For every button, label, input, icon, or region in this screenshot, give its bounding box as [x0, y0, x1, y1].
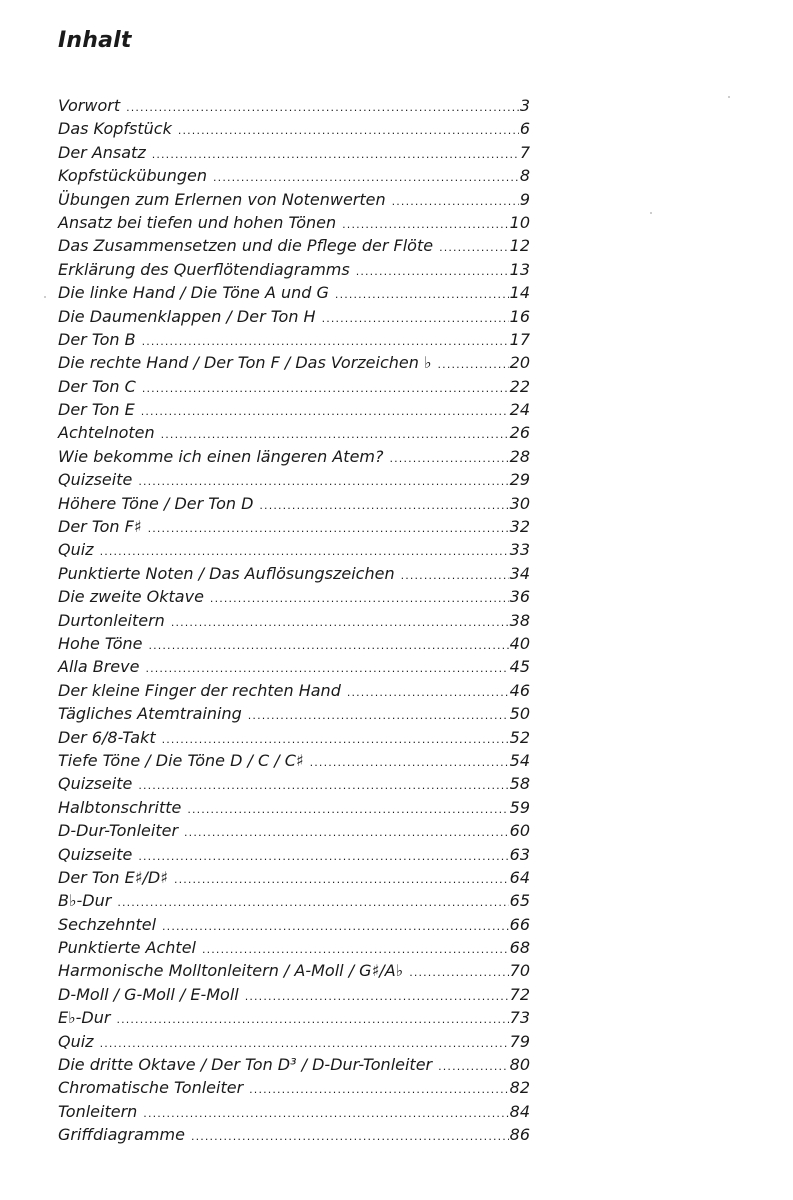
dot-leader: [161, 423, 509, 446]
toc-entry-page-number: 73: [509, 1008, 530, 1028]
dot-leader: [392, 190, 519, 213]
toc-entry: [58, 281, 530, 304]
toc-entry-title: Tiefe Töne / Die Töne D / C / C♯: [58, 750, 304, 770]
scan-speck: [728, 96, 730, 98]
table-of-contents: [58, 94, 530, 1147]
scan-speck: [650, 212, 652, 214]
toc-entry-title: Der kleine Finger der rechten Hand: [58, 680, 341, 700]
toc-entry: [58, 258, 530, 281]
toc-entry-page-number: 60: [509, 821, 530, 841]
toc-entry-page-number: 72: [509, 984, 530, 1004]
toc-entry-page-number: 6: [519, 119, 530, 139]
toc-entry-page-number: 36: [509, 587, 530, 607]
dot-leader: [245, 985, 509, 1008]
toc-entry-page-number: 52: [509, 727, 530, 747]
dot-leader: [310, 751, 509, 774]
toc-entry: [58, 188, 530, 211]
toc-entry-page-number: 38: [509, 610, 530, 630]
toc-entry-title: Ansatz bei tiefen und hohen Tönen: [58, 212, 337, 232]
toc-entry-title: Harmonische Molltonleitern / A-Moll / G♯/A♭: [58, 961, 404, 981]
toc-entry-title: Der Ton B: [58, 329, 136, 349]
toc-entry-page-number: 50: [509, 704, 530, 724]
toc-entry-page-number: 64: [509, 867, 530, 887]
dot-leader: [439, 236, 509, 259]
toc-entry-title: Der Ton C: [58, 376, 136, 396]
toc-entry-page-number: 65: [509, 891, 530, 911]
toc-entry-page-number: 34: [509, 563, 530, 583]
toc-entry: [58, 959, 530, 982]
dot-leader: [116, 1008, 508, 1031]
toc-entry: [58, 375, 530, 398]
toc-entry-page-number: 58: [509, 774, 530, 794]
toc-entry-page-number: 45: [509, 657, 530, 677]
toc-entry-title: Die Daumenklappen / Der Ton H: [58, 306, 316, 326]
toc-entry-page-number: 7: [519, 142, 530, 162]
dot-leader: [141, 400, 509, 423]
toc-entry-title: Quiz: [58, 1031, 94, 1051]
toc-entry: [58, 421, 530, 444]
dot-leader: [142, 377, 509, 400]
dot-leader: [138, 845, 508, 868]
toc-entry-title: Quizseite: [58, 774, 133, 794]
toc-entry-title: Halbtonschritte: [58, 797, 182, 817]
toc-entry-page-number: 13: [509, 259, 530, 279]
toc-entry: [58, 866, 530, 889]
toc-entry-page-number: 84: [509, 1101, 530, 1121]
toc-entry-title: Vorwort: [58, 96, 121, 115]
toc-entry: [58, 164, 530, 187]
dot-leader: [187, 798, 508, 821]
dot-leader: [248, 704, 509, 727]
toc-entry-page-number: 86: [509, 1125, 530, 1145]
toc-entry-page-number: 26: [509, 423, 530, 443]
toc-entry-title: D-Dur-Tonleiter: [58, 821, 179, 841]
dot-leader: [148, 517, 509, 540]
toc-entry: [58, 305, 530, 328]
toc-entry-title: Quiz: [58, 540, 94, 560]
toc-entry: [58, 843, 530, 866]
dot-leader: [356, 260, 509, 283]
dot-leader: [100, 540, 509, 563]
toc-entry-page-number: 80: [509, 1055, 530, 1075]
dot-leader: [401, 564, 509, 587]
toc-entry: [58, 468, 530, 491]
toc-entry-title: Hohe Töne: [58, 633, 143, 653]
toc-entry: [58, 1076, 530, 1099]
dot-leader: [138, 774, 508, 797]
toc-entry-page-number: 33: [509, 540, 530, 560]
toc-entry-page-number: 82: [509, 1078, 530, 1098]
toc-entry: [58, 1053, 530, 1076]
toc-entry-page-number: 54: [509, 750, 530, 770]
dot-leader: [145, 657, 508, 680]
toc-entry-title: Die dritte Oktave / Der Ton D³ / D-Dur-Tonleiter: [58, 1055, 433, 1075]
toc-entry: [58, 562, 530, 585]
dot-leader: [249, 1078, 508, 1101]
dot-leader: [174, 868, 509, 891]
toc-entry-page-number: 66: [509, 914, 530, 934]
toc-entry-page-number: 32: [509, 517, 530, 537]
dot-leader: [322, 307, 509, 330]
toc-entry-title: Die linke Hand / Die Töne A und G: [58, 283, 329, 303]
toc-entry-title: Höhere Töne / Der Ton D: [58, 493, 254, 513]
toc-entry: [58, 211, 530, 234]
toc-entry-page-number: 3: [519, 96, 530, 115]
toc-entry-title: Wie bekomme ich einen längeren Atem?: [58, 446, 384, 466]
toc-entry: [58, 889, 530, 912]
dot-leader: [259, 494, 508, 517]
dot-leader: [178, 119, 519, 142]
toc-entry-title: Alla Breve: [58, 657, 140, 677]
toc-entry-title: Kopfstückübungen: [58, 166, 208, 186]
toc-entry-title: Der Ton E♯/D♯: [58, 867, 168, 887]
toc-entry: [58, 351, 530, 374]
toc-entry-page-number: 46: [509, 680, 530, 700]
toc-entry-title: Tonleitern: [58, 1101, 138, 1121]
toc-entry: [58, 94, 530, 117]
dot-leader: [184, 821, 509, 844]
toc-entry-page-number: 40: [509, 633, 530, 653]
toc-entry-page-number: 70: [509, 961, 530, 981]
toc-entry-title: Übungen zum Erlernen von Notenwerten: [58, 189, 386, 209]
dot-leader: [142, 330, 509, 353]
toc-entry: [58, 445, 530, 468]
dot-leader: [162, 915, 509, 938]
toc-entry-title: Punktierte Achtel: [58, 938, 196, 958]
toc-entry-title: Quizseite: [58, 844, 133, 864]
toc-entry-title: Das Zusammensetzen und die Pflege der Flöte: [58, 236, 434, 256]
toc-entry: [58, 796, 530, 819]
dot-leader: [409, 961, 508, 984]
toc-entry-title: Der Ansatz: [58, 142, 146, 162]
toc-entry-page-number: 68: [509, 938, 530, 958]
toc-entry-page-number: 8: [519, 166, 530, 186]
toc-entry-page-number: 28: [509, 446, 530, 466]
dot-leader: [100, 1032, 509, 1055]
toc-entry-page-number: 16: [509, 306, 530, 326]
toc-entry: [58, 772, 530, 795]
dot-leader: [210, 587, 509, 610]
toc-entry-title: Die zweite Oktave: [58, 587, 204, 607]
toc-entry-page-number: 9: [519, 189, 530, 209]
toc-entry-title: Tägliches Atemtraining: [58, 704, 242, 724]
toc-entry-page-number: 10: [509, 212, 530, 232]
toc-entry-title: Die rechte Hand / Der Ton F / Das Vorzeichen ♭: [58, 353, 432, 373]
toc-entry: [58, 1100, 530, 1123]
toc-entry-title: E♭-Dur: [58, 1008, 111, 1028]
dot-leader: [138, 470, 508, 493]
toc-entry-page-number: 59: [509, 797, 530, 817]
dot-leader: [438, 1055, 509, 1078]
toc-entry-title: Das Kopfstück: [58, 119, 172, 139]
toc-entry-page-number: 29: [509, 470, 530, 490]
toc-entry: [58, 819, 530, 842]
toc-entry-page-number: 12: [509, 236, 530, 256]
toc-entry-title: B♭-Dur: [58, 891, 112, 911]
toc-entry-title: Achtelnoten: [58, 423, 155, 443]
dot-leader: [342, 213, 508, 236]
toc-entry: [58, 936, 530, 959]
toc-entry: [58, 515, 530, 538]
dot-leader: [148, 634, 508, 657]
dot-leader: [126, 96, 519, 119]
toc-entry: [58, 234, 530, 257]
toc-entry-title: Der Ton F♯: [58, 517, 142, 537]
toc-entry-title: Punktierte Noten / Das Auflösungszeichen: [58, 563, 395, 583]
toc-entry-title: Sechzehntel: [58, 914, 157, 934]
toc-entry-title: Quizseite: [58, 470, 133, 490]
dot-leader: [438, 353, 509, 376]
toc-entry: [58, 1030, 530, 1053]
toc-entry-page-number: 20: [509, 353, 530, 373]
toc-entry: [58, 983, 530, 1006]
toc-entry: [58, 492, 530, 515]
scan-speck: [44, 296, 46, 298]
toc-entry: [58, 1123, 530, 1146]
dot-leader: [143, 1102, 508, 1125]
dot-leader: [390, 447, 509, 470]
toc-entry-page-number: 30: [509, 493, 530, 513]
toc-entry: [58, 632, 530, 655]
dot-leader: [191, 1125, 509, 1148]
toc-entry: [58, 679, 530, 702]
dot-leader: [335, 283, 509, 306]
toc-entry: [58, 328, 530, 351]
toc-entry: [58, 655, 530, 678]
toc-entry-title: Chromatische Tonleiter: [58, 1078, 244, 1098]
toc-entry: [58, 609, 530, 632]
toc-entry-page-number: 63: [509, 844, 530, 864]
toc-entry: [58, 585, 530, 608]
toc-entry: [58, 141, 530, 164]
toc-entry-page-number: 14: [509, 283, 530, 303]
dot-leader: [171, 611, 509, 634]
dot-leader: [202, 938, 509, 961]
toc-entry-title: D-Moll / G-Moll / E-Moll: [58, 984, 239, 1004]
toc-entry-title: Erklärung des Querflötendiagramms: [58, 259, 350, 279]
toc-entry-title: Der 6/8-Takt: [58, 727, 156, 747]
toc-entry: [58, 726, 530, 749]
dot-leader: [213, 166, 519, 189]
toc-entry: [58, 702, 530, 725]
toc-entry-page-number: 17: [509, 329, 530, 349]
toc-entry: [58, 117, 530, 140]
toc-entry-page-number: 24: [509, 400, 530, 420]
dot-leader: [347, 681, 509, 704]
toc-entry-title: Griffdiagramme: [58, 1125, 185, 1145]
toc-entry: [58, 913, 530, 936]
toc-entry-title: Durtonleitern: [58, 610, 165, 630]
toc-entry: [58, 749, 530, 772]
toc-entry: [58, 1006, 530, 1029]
dot-leader: [152, 143, 519, 166]
toc-entry-page-number: 79: [509, 1031, 530, 1051]
toc-entry: [58, 398, 530, 421]
toc-entry: [58, 538, 530, 561]
toc-entry-title: Der Ton E: [58, 400, 135, 420]
dot-leader: [117, 891, 508, 914]
page-title: Inhalt: [58, 28, 132, 53]
dot-leader: [162, 728, 509, 751]
toc-entry-page-number: 22: [509, 376, 530, 396]
